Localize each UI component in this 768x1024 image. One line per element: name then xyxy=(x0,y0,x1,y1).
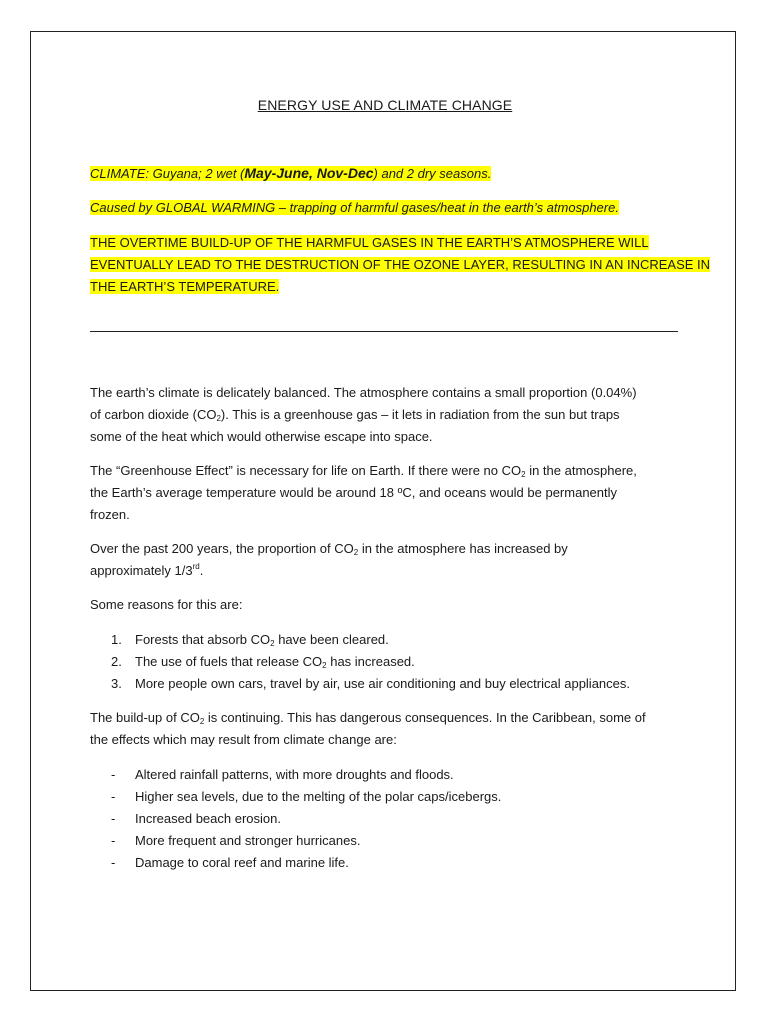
ozone-warning-line: THE EARTH’S TEMPERATURE. xyxy=(90,279,280,294)
list-item xyxy=(90,764,680,786)
paragraph-greenhouse-effect xyxy=(90,460,680,526)
text-run: Over the past 200 years, the proportion of CO xyxy=(90,541,354,556)
text-line xyxy=(90,538,680,560)
list-item-text: More frequent and stronger hurricanes. xyxy=(135,833,361,848)
list-dash: - xyxy=(111,789,116,804)
text-run: of carbon dioxide (CO xyxy=(90,407,217,422)
list-dash: - xyxy=(111,833,116,848)
reasons-list xyxy=(90,629,680,695)
list-item-text: Altered rainfall patterns, with more droughts and floods. xyxy=(135,767,454,782)
climate-prefix: CLIMATE: Guyana; 2 wet ( xyxy=(90,166,245,181)
text-line: frozen. xyxy=(90,507,130,522)
text-run: The build-up of CO xyxy=(90,710,200,725)
text-run: in the atmosphere, xyxy=(525,463,637,478)
list-number: 1. xyxy=(111,632,122,647)
text-line xyxy=(90,404,680,426)
text-line: The earth’s climate is delicately balanced. The atmosphere contains a small proportion (0.04%) xyxy=(90,385,637,400)
text-run: is continuing. This has dangerous consequences. In the Caribbean, some of xyxy=(204,710,646,725)
text-run: Forests that absorb CO xyxy=(135,632,271,647)
text-line: Some reasons for this are: xyxy=(90,597,243,612)
list-dash: - xyxy=(111,855,116,870)
paragraph-climate-balance xyxy=(90,382,680,448)
list-item xyxy=(90,830,680,852)
climate-note xyxy=(90,162,491,185)
list-dash: - xyxy=(111,767,116,782)
list-item-text: Damage to coral reef and marine life. xyxy=(135,855,349,870)
list-item xyxy=(90,786,680,808)
text-line: the effects which may result from climate change are: xyxy=(90,732,397,747)
list-item xyxy=(90,673,680,695)
list-item-text xyxy=(135,673,630,695)
list-item-text: Higher sea levels, due to the melting of the polar caps/icebergs. xyxy=(135,789,502,804)
list-number: 2. xyxy=(111,654,122,669)
text-run: The use of fuels that release CO xyxy=(135,654,323,669)
subscript: 2 xyxy=(322,661,327,670)
list-item-text: Increased beach erosion. xyxy=(135,811,281,826)
cause-text: Caused by GLOBAL WARMING – trapping of harmful gases/heat in the earth’s atmosphere. xyxy=(90,200,619,215)
list-item xyxy=(90,808,680,830)
text-line xyxy=(90,560,680,582)
subscript: 2 xyxy=(521,470,526,479)
list-item xyxy=(90,852,680,874)
text-line: some of the heat which would otherwise escape into space. xyxy=(90,429,433,444)
text-run: approximately 1/3 xyxy=(90,563,193,578)
ozone-warning xyxy=(90,232,711,298)
list-item xyxy=(90,629,680,651)
paragraph-co2-increase xyxy=(90,538,680,582)
subscript: 2 xyxy=(216,414,221,423)
paragraph-reasons-intro xyxy=(90,594,680,616)
climate-suffix: ) and 2 dry seasons. xyxy=(373,166,492,181)
text-run: ). This is a greenhouse gas – it lets in radiation from the sun but traps xyxy=(220,407,620,422)
text-line: the Earth’s average temperature would be around 18 ºC, and oceans would be permanently xyxy=(90,485,618,500)
text-run: have been cleared. xyxy=(274,632,389,647)
text-run: in the atmosphere has increased by xyxy=(358,541,568,556)
effects-list xyxy=(90,764,680,874)
text-run: has increased. xyxy=(326,654,415,669)
text-line xyxy=(90,707,680,729)
wet-seasons: May-June, Nov-Dec xyxy=(244,165,374,181)
list-item-text xyxy=(135,651,415,673)
document-title: ENERGY USE AND CLIMATE CHANGE xyxy=(257,97,513,113)
list-dash: - xyxy=(111,811,116,826)
text-run: The “Greenhouse Effect” is necessary for life on Earth. If there were no CO xyxy=(90,463,522,478)
subscript: 2 xyxy=(270,639,275,648)
paragraph-consequences xyxy=(90,707,680,751)
ozone-warning-line: EVENTUALLY LEAD TO THE DESTRUCTION OF THE OZONE LAYER, RESULTING IN AN INCREASE IN xyxy=(90,257,711,272)
text-run: . xyxy=(199,563,204,578)
list-number: 3. xyxy=(111,676,122,691)
subscript: 2 xyxy=(199,717,205,726)
list-item xyxy=(90,651,680,673)
subscript: 2 xyxy=(353,548,359,557)
text-line xyxy=(90,460,680,482)
cause-note xyxy=(90,197,619,219)
horizontal-rule xyxy=(90,331,678,332)
climate-highlight xyxy=(90,166,491,181)
list-item-text xyxy=(135,629,389,651)
superscript: rd xyxy=(192,562,200,571)
text-run: More people own cars, travel by air, use air conditioning and buy electrical appliances. xyxy=(135,676,630,691)
ozone-warning-line: THE OVERTIME BUILD-UP OF THE HARMFUL GASES IN THE EARTH’S ATMOSPHERE WILL xyxy=(90,235,649,250)
